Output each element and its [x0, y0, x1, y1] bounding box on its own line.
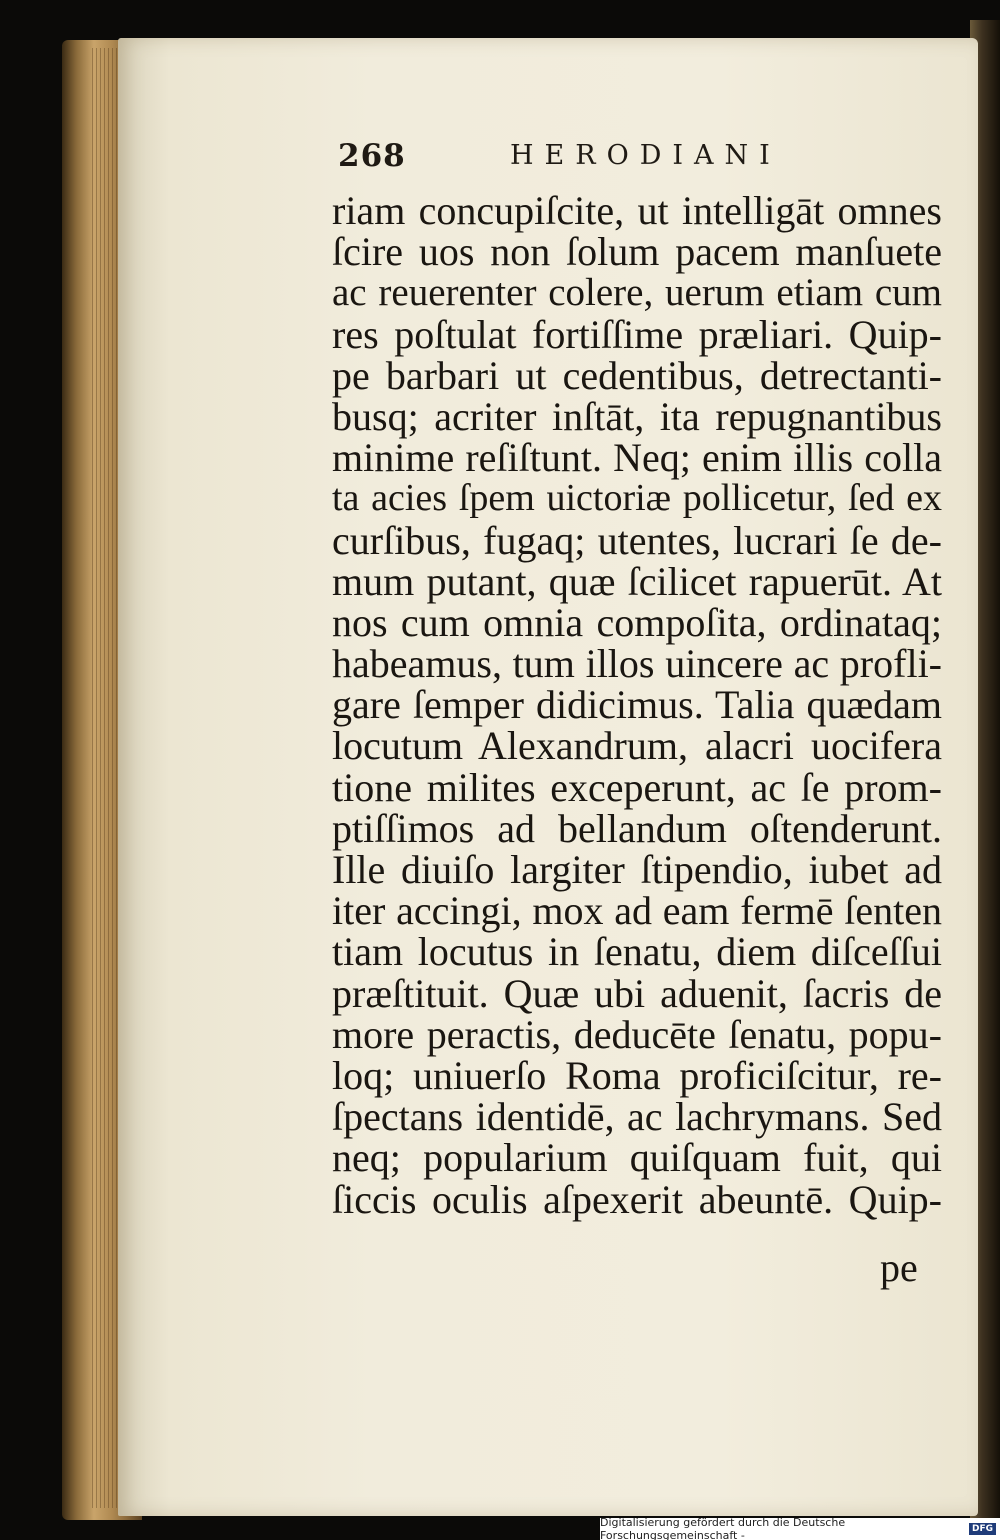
text-line: locutum Alexandrum, alacri uocifera: [332, 723, 942, 769]
text-line: habeamus, tum illos uincere ac profli-: [332, 641, 942, 687]
text-line: pe barbari ut cedentibus, detrectanti-: [332, 352, 942, 398]
text-line: curſibus, fugaq; utentes, lucrari ſe de-: [332, 517, 942, 563]
page-header: [338, 138, 938, 188]
text-line: ſcire uos non ſolum pacem manſuete: [332, 229, 942, 275]
text-line: tiam locutus in ſenatu, diem diſceſſui: [332, 929, 942, 975]
text-line: ta acies ſpem uictoriæ pollicetur, ſed ex: [332, 477, 942, 520]
text-line: ac reuerenter colere, uerum etiam cum: [332, 271, 942, 315]
body-text: [332, 190, 942, 1220]
catchword: pe: [880, 1245, 918, 1290]
text-line: res poſtulat fortiſſime præliari. Quip-: [332, 311, 942, 357]
text-line: neq; popularium quiſquam fuit, qui: [332, 1135, 942, 1181]
text-line: nos cum omnia compoſita, ordinataq;: [332, 599, 942, 645]
digitization-credit-bar: [600, 1518, 1000, 1540]
text-line: more peractis, deducēte ſenatu, popu-: [332, 1011, 942, 1057]
text-line: mum putant, quæ ſcilicet rapuerūt. At: [332, 558, 942, 604]
page-number: 268: [338, 138, 406, 174]
text-line: Ille diuiſo largiter ſtipendio, iubet ad: [332, 847, 942, 892]
running-head: HERODIANI: [510, 140, 781, 171]
text-line: ſpectans identidē, ac lachrymans. Sed: [332, 1094, 942, 1140]
text-line: iter accingi, mox ad eam fermē ſenten: [332, 888, 942, 934]
dfg-logo-icon: DFG: [969, 1523, 996, 1535]
text-line: gare ſemper didicimus. Talia quædam: [332, 682, 942, 728]
text-line: busq; acriter inſtāt, ita repugnantibus: [332, 393, 942, 439]
text-line: ſiccis oculis aſpexerit abeuntē. Quip-: [332, 1176, 942, 1222]
text-line: riam concupiſcite, ut intelligāt omnes: [332, 188, 942, 233]
text-line: loq; uniuerſo Roma proficiſcitur, re-: [332, 1052, 942, 1098]
text-line: præſtituit. Quæ ubi aduenit, ſacris de: [332, 970, 942, 1016]
text-line: tione milites exceperunt, ac ſe prom-: [332, 764, 942, 810]
text-line: ptiſſimos ad bellandum oſtenderunt.: [332, 805, 942, 851]
text-line: minime reſiſtunt. Neq; enim illis colla: [332, 435, 942, 481]
digitization-credit: Digitalisierung gefördert durch die Deutsche Forschungsgemeinschaft -: [600, 1516, 846, 1540]
